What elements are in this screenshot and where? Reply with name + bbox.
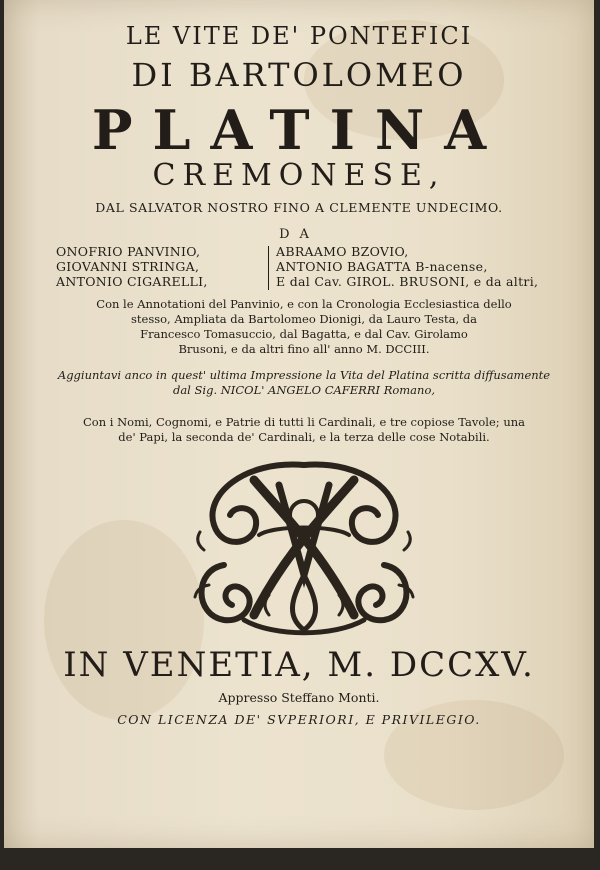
- author-name: GIOVANNI STRINGA,: [56, 259, 200, 274]
- text-line: Aggiuntavi anco in quest' ultima Impressione la Vita del Platina scritta diffusamente: [57, 368, 551, 382]
- text-line: Francesco Tomasuccio, dal Bagatta, e dal Cav. Girolamo: [140, 327, 468, 341]
- title-line-2: DI BARTOLOMEO: [131, 56, 467, 94]
- author-name: ANTONIO BAGATTA B-nacense,: [276, 259, 488, 274]
- text-line: dal Sig. NICOL' ANGELO CAFERRI Romano,: [172, 383, 436, 397]
- title-page: [4, 0, 594, 848]
- author-name: ANTONIO CIGARELLI,: [56, 274, 208, 289]
- contents-paragraph: [44, 415, 564, 445]
- annotations-paragraph: [44, 297, 564, 357]
- text-line: Brusoni, e da altri fino all' anno M. DCCIII.: [178, 342, 430, 356]
- addition-paragraph: [44, 368, 564, 398]
- text-line: de' Papi, la seconda de' Cardinali, e la terza delle cose Notabili.: [118, 430, 490, 444]
- text-line: Con le Annotationi del Panvinio, e con la Cronologia Ecclesiastica dello: [96, 297, 512, 311]
- text-line: stesso, Ampliata da Bartolomeo Dionigi, da Lauro Testa, da: [131, 312, 477, 326]
- title-line-1: LE VITE DE' PONTEFICI: [125, 22, 473, 50]
- author-name: E dal Cav. GIROL. BRUSONI, e da altri,: [276, 274, 539, 289]
- page-bottom-shadow: [0, 848, 600, 870]
- author-name: ONOFRIO PANVINIO,: [56, 244, 201, 259]
- imprint-printer: Appresso Steffano Monti.: [218, 690, 380, 705]
- imprint-place-date: IN VENETIA, M. DCCXV.: [63, 645, 535, 685]
- column-divider: [268, 246, 269, 290]
- imprint-license: CON LICENZA DE' SVPERIORI, E PRIVILEGIO.: [117, 712, 481, 727]
- monogram-ornament-icon: [184, 455, 424, 640]
- by-label: DA: [279, 227, 319, 242]
- title-subtitle: DAL SALVATOR NOSTRO FINO A CLEMENTE UNDECIMO.: [95, 200, 503, 215]
- title-author-platina: PLATINA: [91, 98, 507, 162]
- title-line-4: CREMONESE,: [152, 158, 446, 193]
- authors-left-column: [56, 244, 208, 289]
- authors-right-column: [276, 244, 538, 289]
- author-name: ABRAAMO BZOVIO,: [276, 244, 409, 259]
- text-line: Con i Nomi, Cognomi, e Patrie di tutti li Cardinali, e tre copiose Tavole; una: [82, 415, 525, 429]
